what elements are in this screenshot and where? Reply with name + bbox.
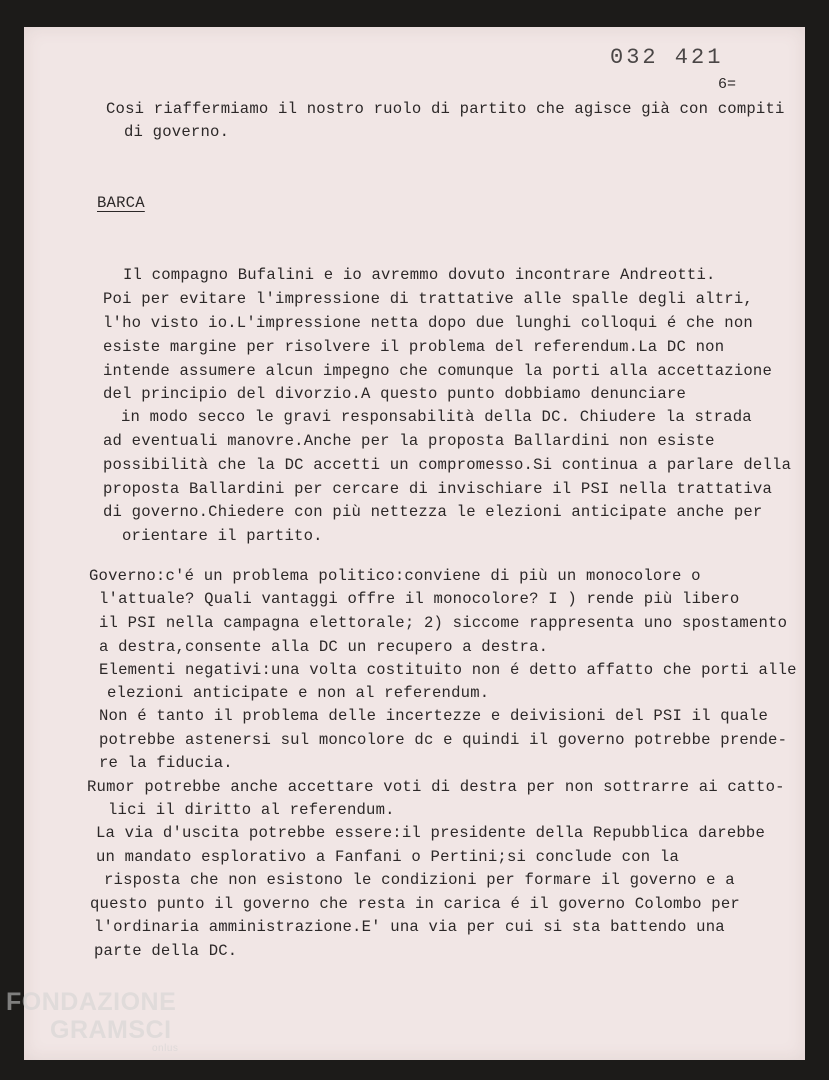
fondazione-gramsci-watermark <box>6 988 178 1054</box>
paragraph-line: l'ordinaria amministrazione.E' una via per cui si sta battendo una <box>94 918 725 936</box>
paragraph-line: esiste margine per risolvere il problema del referendum.La DC non <box>103 338 725 356</box>
paragraph-line: a destra,consente alla DC un recupero a destra. <box>99 638 549 656</box>
paragraph-line: possibilità che la DC accetti un compromesso.Si continua a parlare della <box>103 456 792 474</box>
paragraph-line: proposta Ballardini per cercare di invischiare il PSI nella trattativa <box>103 480 773 498</box>
paragraph-line: elezioni anticipate e non al referendum. <box>107 684 490 702</box>
paragraph-line: Poi per evitare l'impressione di trattative alle spalle degli altri, <box>103 290 753 308</box>
page-number: 6= <box>718 76 737 93</box>
paragraph-line: di governo.Chiedere con più nettezza le elezioni anticipate anche per <box>103 503 763 521</box>
watermark-line-2: GRAMSCI <box>50 1016 172 1044</box>
paragraph-line: Il compagno Bufalini e io avremmo dovuto incontrare Andreotti. <box>123 266 716 284</box>
paragraph-line: parte della DC. <box>94 942 238 960</box>
speaker-heading: BARCA <box>97 194 145 212</box>
intro-line: Cosi riaffermiamo il nostro ruolo di partito che agisce già con compiti <box>106 100 785 118</box>
paragraph-line: il PSI nella campagna elettorale; 2) siccome rappresenta uno spostamento <box>99 614 788 632</box>
intro-line: di governo. <box>124 123 230 141</box>
paragraph-line: del principio del divorzio.A questo punto dobbiamo denunciare <box>103 385 687 403</box>
watermark-line-1: FONDAZIONE <box>6 988 177 1016</box>
paragraph-line: La via d'uscita potrebbe essere:il presidente della Repubblica darebbe <box>96 824 766 842</box>
paragraph-line: Governo:c'é un problema politico:conviene di più un monocolore o <box>89 567 701 585</box>
watermark-line-3: onlus <box>152 1043 179 1054</box>
paragraph-line: Rumor potrebbe anche accettare voti di destra per non sottrarre ai catto- <box>87 778 785 796</box>
paragraph-line: ad eventuali manovre.Anche per la proposta Ballardini non esiste <box>103 432 715 450</box>
paragraph-line: re la fiducia. <box>99 754 233 772</box>
paragraph-line: lici il diritto al referendum. <box>108 801 395 819</box>
paragraph-line: potrebbe astenersi sul moncolore dc e quindi il governo potrebbe prende- <box>99 731 788 749</box>
paragraph-line: in modo secco le gravi responsabilità della DC. Chiudere la strada <box>121 408 752 426</box>
paragraph-line: Elementi negativi:una volta costituito non é detto affatto che porti alle <box>99 661 797 679</box>
paragraph-line: l'attuale? Quali vantaggi offre il monocolore? I ) rende più libero <box>99 590 740 608</box>
paragraph-line: risposta che non esistono le condizioni per formare il governo e a <box>104 871 735 889</box>
paragraph-line: questo punto il governo che resta in carica é il governo Colombo per <box>90 895 740 913</box>
archive-number: 032 421 <box>610 45 724 70</box>
paragraph-line: orientare il partito. <box>122 527 323 545</box>
paragraph-line: Non é tanto il problema delle incertezze e deivisioni del PSI il quale <box>99 707 769 725</box>
paragraph-line: l'ho visto io.L'impressione netta dopo due lunghi colloqui é che non <box>103 314 753 332</box>
paragraph-line: intende assumere alcun impegno che comunque la porti alla accettazione <box>103 362 773 380</box>
paragraph-line: un mandato esplorativo a Fanfani o Pertini;si conclude con la <box>96 848 680 866</box>
